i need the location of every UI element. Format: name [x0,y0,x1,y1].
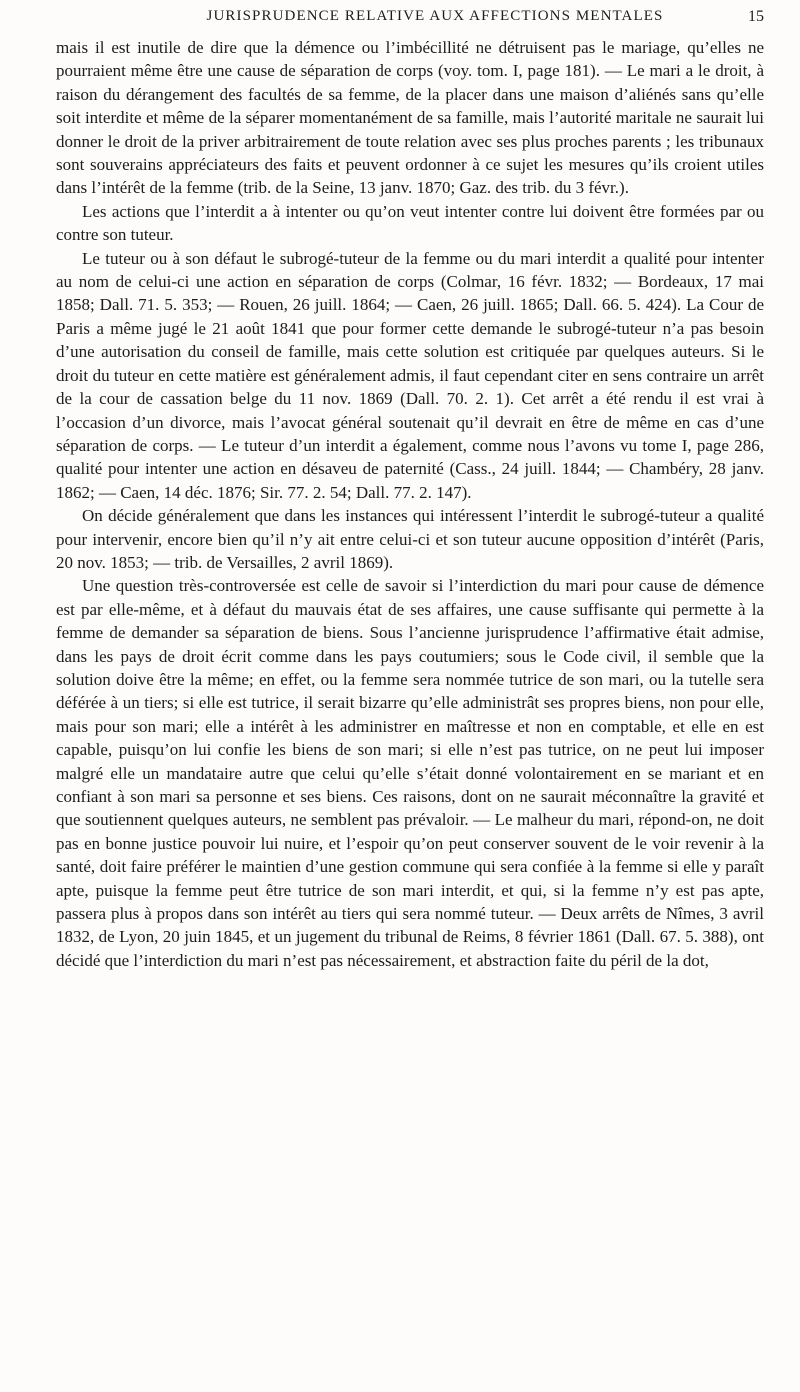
running-title: JURISPRUDENCE RELATIVE AUX AFFECTIONS MENTALES [206,8,664,24]
paragraph: Une question très-controversée est celle de savoir si l’interdiction du mari pour cause de démence est par elle-même, et à défaut du mauvais état de ses affaires, une cause suffisante qui permette à la femme de demander sa séparation de biens. Sous l’ancienne jurisprudence l’affirmative était admise, dans les pays de droit écrit comme dans les pays coutumiers; sous le Code civil, il semble que la solution doive être la même; en effet, ou la femme sera nommée tutrice de son mari, ou la tutelle sera déférée à un tiers; si elle est tutrice, il serait bizarre qu’elle administrât ses propres biens, non pour elle, mais pour son mari; elle a intérêt à les administrer en maîtresse et non en comptable, et elle en est capable, puisqu’on lui confie les biens de son mari; si elle n’est pas tutrice, on ne peut lui imposer malgré elle un mandataire autre que celui qu’elle s’était donné volontairement en se mariant et en confiant à son mari sa personne et ses biens. Ces raisons, dont on ne saurait méconnaître la gravité et que soutiennent quelques auteurs, ne semblent pas prévaloir. — Le malheur du mari, répond-on, ne doit pas en bonne justice pouvoir lui nuire, et l’espoir qu’on peut conserver souvent de le voir revenir à la santé, doit faire préférer le maintien d’une gestion commune qui sera confiée à la femme si elle y paraît apte, puisque la femme peut être tutrice de son mari interdit, et qui, si la femme n’y est pas apte, passera plus à propos dans son intérêt au tiers qui sera nommé tuteur. — Deux arrêts de Nîmes, 3 avril 1832, de Lyon, 20 juin 1845, et un jugement du tribunal de Reims, 8 février 1861 (Dall. 67. 5. 388), ont décidé que l’interdiction du mari n’est pas nécessairement, et abstraction faite du péril de la dot, [56,576,764,970]
body-text [56,36,764,972]
page-number: 15 [748,8,764,25]
paragraph: Le tuteur ou à son défaut le subrogé-tuteur de la femme ou du mari interdit a qualité pour intenter au nom de celui-ci une action en séparation de corps (Colmar, 16 févr. 1832; — Bordeaux, 17 mai 1858; Dall. 71. 5. 353; — Rouen, 26 juill. 1864; — Caen, 26 juill. 1865; Dall. 66. 5. 424). La Cour de Paris a même jugé le 21 août 1841 que pour former cette demande le subrogé-tuteur n’a pas besoin d’une autorisation du conseil de famille, mais cette solution est critiquée par quelques auteurs. Si le droit du tuteur en cette matière est généralement admis, il faut cependant citer en sens contraire un arrêt de la cour de cassation belge du 11 nov. 1869 (Dall. 70. 2. 1). Cet arrêt a été rendu il est vrai à l’occasion d’un divorce, mais l’avocat général soutenait qu’il devrait en être de même en cas d’une séparation de corps. — Le tuteur d’un interdit a également, comme nous l’avons vu tome I, page 286, qualité pour intenter une action en désaveu de paternité (Cass., 24 juill. 1844; — Chambéry, 28 janv. 1862; — Caen, 14 déc. 1876; Sir. 77. 2. 54; Dall. 77. 2. 147). [56,248,764,502]
paragraph: On décide généralement que dans les instances qui intéressent l’interdit le subrogé-tuteur a qualité pour intervenir, encore bien qu’il n’y ait entre celui-ci et son tuteur aucune opposition d’intérêt (Paris, 20 nov. 1853; — trib. de Versailles, 2 avril 1869). [56,506,764,572]
paragraph-continued: mais il est inutile de dire que la démence ou l’imbécillité ne détruisent pas le mariage, qu’elles ne pourraient même être une cause de séparation de corps (voy. tom. I, page 181). — Le mari a le droit, à raison du dérangement des facultés de sa femme, de la placer dans une maison d’aliénés sans qu’elle soit interdite et même de la séparer momentanément de sa famille, mais l’autorité maritale ne saurait lui donner le droit de la priver arbitrairement de toute relation avec ses plus proches parents ; les tribunaux sont souverains appréciateurs des faits et peuvent ordonner à ce sujet les mesures qu’ils croient utiles dans l’intérêt de la femme (trib. de la Seine, 13 janv. 1870; Gaz. des trib. du 3 févr.). [56,38,764,198]
paragraph: Les actions que l’interdit a à intenter ou qu’on veut intenter contre lui doivent être formées par ou contre son tuteur. [56,201,764,245]
running-head [36,8,764,30]
